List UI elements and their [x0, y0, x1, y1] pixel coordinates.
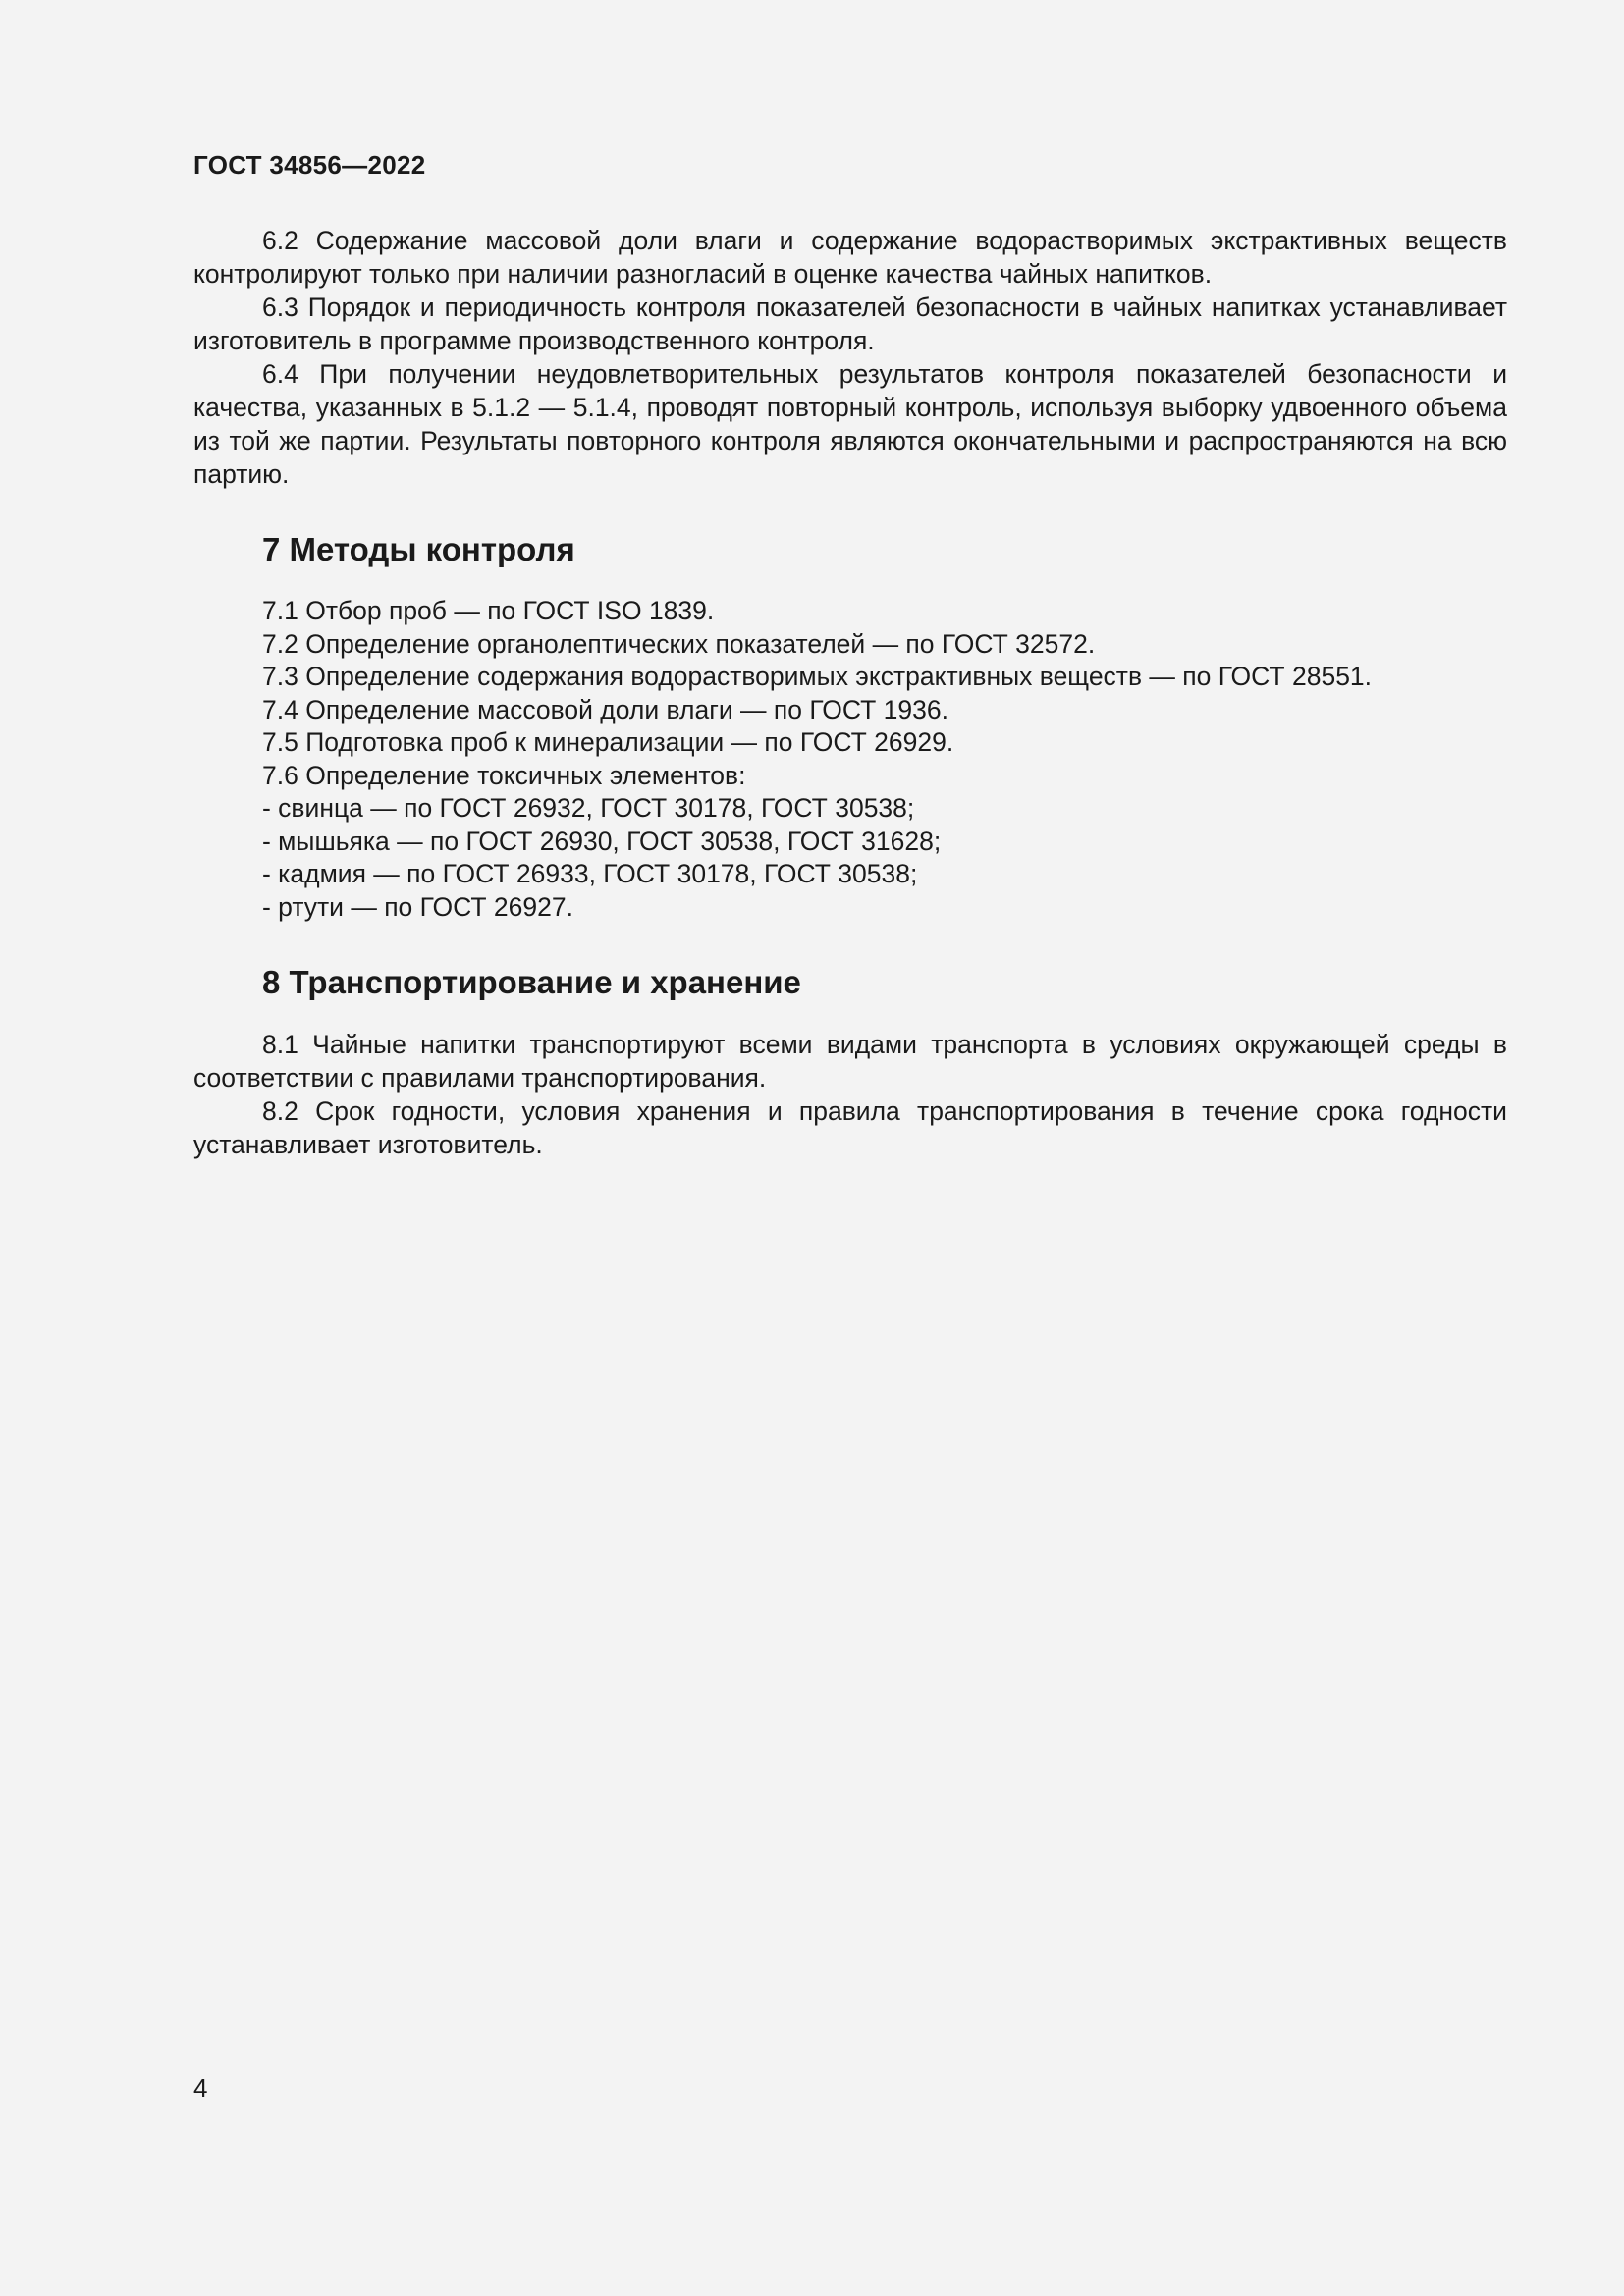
list-item-7-3: 7.3 Определение содержания водорастворимых экстрактивных веществ — по ГОСТ 28551. — [262, 662, 1373, 691]
spacer — [193, 924, 1507, 963]
paragraph-6-4: 6.4 При получении неудовлетворительных результатов контроля показателей безопасности и качества, указанных в 5.1.2 — 5.1.4, проводят повторный контроль, используя выборку удвоенного объема из той же партии. Результаты повторного контроля являются окончательными и распространяются на всю партию. — [193, 359, 1507, 489]
spacer — [193, 491, 1507, 530]
page-content — [193, 224, 1507, 1161]
list-item-cadmium: - кадмия — по ГОСТ 26933, ГОСТ 30178, ГОСТ 30538; — [262, 859, 918, 888]
list-item-7-5: 7.5 Подготовка проб к минерализации — по ГОСТ 26929. — [262, 727, 954, 757]
list-item-arsenic: - мышьяка — по ГОСТ 26930, ГОСТ 30538, ГОСТ 31628; — [262, 826, 942, 856]
list-item-7-2: 7.2 Определение органолептических показателей — по ГОСТ 32572. — [262, 628, 1096, 659]
paragraph-8-2: 8.2 Срок годности, условия хранения и правила транспортирования в течение срока годности устанавливает изготовитель. — [193, 1096, 1507, 1159]
spacer — [193, 569, 1507, 595]
list-item-mercury: - ртути — по ГОСТ 26927. — [262, 891, 573, 922]
section-8-heading: 8 Транспортирование и хранение — [262, 964, 801, 1000]
standard-header: ГОСТ 34856—2022 — [193, 150, 426, 180]
list-item-lead: - свинца — по ГОСТ 26932, ГОСТ 30178, ГОСТ 30538; — [262, 793, 915, 823]
paragraph-6-2: 6.2 Содержание массовой доли влаги и содержание водорастворимых экстрактивных веществ контролируют только при наличии разногласий в оценке качества чайных напитков. — [193, 226, 1507, 289]
paragraph-6-3: 6.3 Порядок и периодичность контроля показателей безопасности в чайных напитках устанавливает изготовитель в программе производственного контроля. — [193, 293, 1507, 355]
paragraph-8-1: 8.1 Чайные напитки транспортируют всеми видами транспорта в условиях окружающей среды в соответствии с правилами транспортирования. — [193, 1030, 1507, 1093]
list-item-7-6: 7.6 Определение токсичных элементов: — [262, 760, 746, 790]
list-item-7-1: 7.1 Отбор проб — по ГОСТ ISO 1839. — [262, 596, 715, 625]
list-item-7-4: 7.4 Определение массовой доли влаги — по ГОСТ 1936. — [262, 694, 948, 724]
spacer — [193, 1002, 1507, 1028]
page-number: 4 — [193, 2073, 208, 2103]
section-7-heading: 7 Методы контроля — [262, 531, 575, 567]
